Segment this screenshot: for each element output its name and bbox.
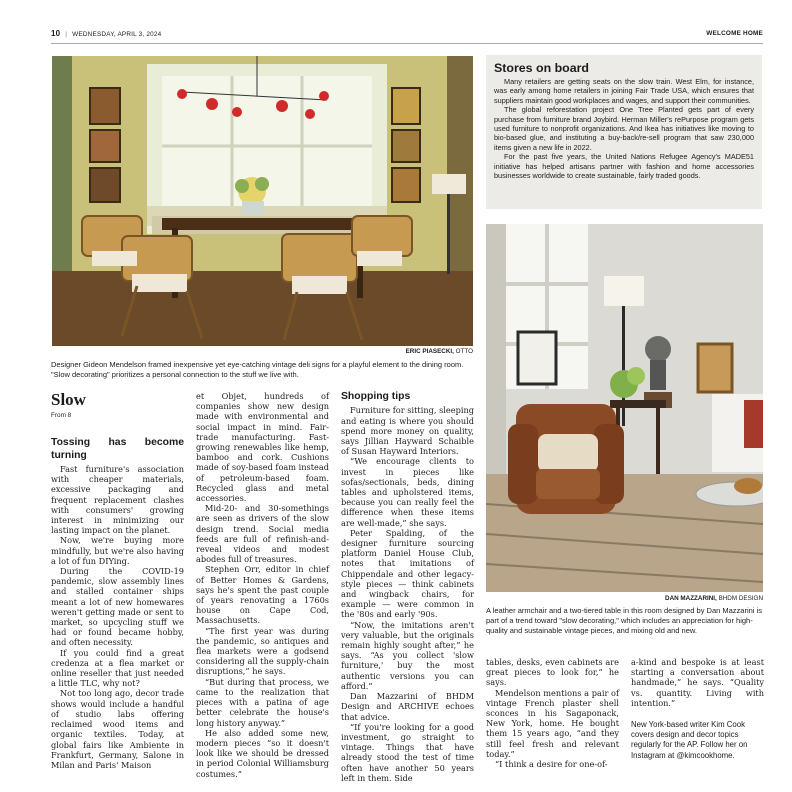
article-subhead: Tossing has become turning	[51, 437, 184, 461]
sidebar-paragraph: Many retailers are getting seats on the slow train. West Elm, for instance, was early among home retailers in joining Fair Trade USA, which ensures that suppliers maintain good workplaces and wages, and support their communities.	[494, 77, 754, 105]
section-name: WELCOME HOME	[706, 30, 763, 37]
dining-room-photo	[52, 56, 473, 346]
article-paragraph: During the COVID-19 pandemic, slow assembly lines and stalled container ships meant a lot of new homewares weren't getting made or sent to market, so upcycling stuff we had or found became hobby, and often necessity.	[51, 566, 184, 648]
article-paragraph: “If you're looking for a good investment, go straight to vintage. Things that have already stood the test of time often have another 50 years left in them. Side	[341, 721, 474, 783]
article-paragraph: tables, desks, even cabinets are great pieces to look for,” he says.	[486, 657, 619, 688]
photo-credit-1-org: OTTO	[455, 348, 473, 355]
article-paragraph: Dan Mazzarini of BHDM Design and ARCHIVE echoes that advice.	[341, 691, 474, 722]
article-paragraph: Fast furniture's association with cheaper materials, excessive packaging and frequent replacement clashes with consumers' growing interest in minimizing our lasting impact on the planet.	[51, 464, 184, 536]
dining-room-illustration	[52, 56, 473, 346]
living-room-photo	[486, 224, 763, 592]
page-number: 10	[51, 29, 61, 38]
sidebar-paragraph: The global reforestation project One Tree Planted gets part of every purchase from furniture brand Joybird. Herman Miller's rePurpose program gets used furniture to nonprofit organizations. And Ikea has initiatives like moving to bio-based glue, and instituting a buy-back/re-sell program that saw 230,000 items given a new life in 2022.	[494, 105, 754, 152]
article-paragraph: “We encourage clients to invest in pieces like sofas/sectionals, beds, dining tables and upholstered items, because you can really feel the difference when these items are well-made,” she says.	[341, 456, 474, 528]
article-column-2	[196, 391, 329, 779]
article-paragraph: He also added some new, modern pieces “so it doesn't look like we should be dressed in period Colonial Williamsburg costumes.”	[196, 727, 329, 779]
article-paragraph: Peter Spalding, of the designer furniture sourcing platform Daniel House Club, notes that imitations of Chippendale and other legacy-style pieces — think cabinets and wingback chairs, for example — were common in the '80s and early '90s.	[341, 527, 474, 620]
page-header-left: 10 | WEDNESDAY, APRIL 3, 2024	[51, 29, 162, 38]
article-paragraph: Furniture for sitting, sleeping and eating is where you should spend more money on quality, says Jillian Hayward Schaible of Susan Hayward Interiors.	[341, 405, 474, 457]
article-column-3	[341, 391, 474, 783]
photo-credit-1	[52, 348, 473, 355]
photo-credit-2-org: BHDM DESIGN	[718, 595, 763, 602]
sidebar-stores-on-board	[486, 55, 762, 209]
photo-credit-1-name: ERIC PIASECKI,	[405, 348, 454, 355]
article-paragraph: Not too long ago, decor trade shows would include a handful of studio labs offering reclaimed wood items and organic textiles. Today, at global fairs like Ambiente in Frankfurt, Germany, Salone in Milan and Paris' Maison	[51, 688, 184, 770]
article-paragraph: If you could find a great credenza at a flea market or online reseller that just needed a little TLC, why not?	[51, 647, 184, 689]
sidebar-title: Stores on board	[494, 61, 590, 75]
article-paragraph: Now, we're buying more mindfully, but we're also having a lot of fun DIYing.	[51, 535, 184, 566]
sidebar-paragraph: For the past five years, the United Nations Refugee Agency's MADE51 initiative has helped artisans partner with fashion and home accessories businesses worldwide to create sustainable, fairly traded goods.	[494, 152, 754, 181]
photo-credit-2-name: DAN MAZZARINI,	[665, 595, 717, 602]
article-paragraph: et Objet, hundreds of companies show new design made with environmental and social impact in mind. Fair-trade manufacturing. Fast-growing renewables like hemp, bamboo and cork. Cushions made of soy-based foam instead of petroleum-based foam. Recycled glass and metal accessories.	[196, 391, 329, 504]
article-column-5	[631, 657, 764, 761]
article-paragraph: “I think a desire for one-of-	[495, 759, 608, 770]
article-paragraph: “But during that process, we came to the realization that pieces with a patina of age better celebrate the house's long history anyway.”	[196, 676, 329, 728]
article-paragraph: Stephen Orr, editor in chief of Better Homes & Gardens, says he's spent the past couple of years renovating a 1760s house on Cape Cod, Massachusetts.	[196, 564, 329, 626]
author-bio: New York-based writer Kim Cook covers design and decor topics regularly for the AP. Follow her on Instagram at @kimcookhome.	[631, 720, 748, 760]
photo-credit-2	[486, 595, 763, 602]
article-paragraph: “Now, the imitations aren't very valuable, but the originals remain highly sought after,” he says. “As you collect 'slow furniture,' buy the most authentic versions you can afford.”	[341, 619, 474, 691]
article-paragraph: Mendelson mentions a pair of vintage French plaster shell sconces in his Sagaponack, New York, home. He bought them 15 years ago, “and they still feel fresh and relevant today.”	[486, 687, 619, 759]
sidebar-body	[494, 77, 754, 180]
article-column-4	[486, 657, 619, 769]
header-rule	[51, 43, 763, 44]
article-column-1	[51, 391, 184, 770]
living-room-illustration	[486, 224, 763, 592]
article-headline: Slow	[51, 390, 86, 409]
issue-date: WEDNESDAY, APRIL 3, 2024	[72, 31, 162, 38]
photo-caption-2: A leather armchair and a two-tiered table in this room designed by Dan Mazzarini is part of a trend toward "slow decorating," which includes an appreciation for high-quality and sustainable vintage pieces, and mixing old and new.	[486, 606, 762, 635]
article-paragraph: a-kind and bespoke is at least starting a conversation about handmade,” he says. “Quality vs. quantity. Living with intention.”	[631, 657, 764, 708]
article-paragraph: “The first year was during the pandemic, so antiques and flea markets were a godsend considering all the supply-chain disruptions,” he says.	[196, 625, 329, 677]
photo-caption-1: Designer Gideon Mendelson framed inexpensive yet eye-catching vintage deli signs for a playful element to the dining room. "Slow decorating" prioritizes a personal connection to the stuff we live with.	[51, 360, 464, 379]
jump-from-label: From 8	[51, 412, 72, 419]
shopping-tips-subhead: Shopping tips	[341, 391, 411, 402]
article-paragraph: Mid-20- and 30-somethings are seen as drivers of the slow design trend. Social media feeds are full of refinish-and-reveal videos and modest abodes full of treasures.	[196, 503, 329, 565]
